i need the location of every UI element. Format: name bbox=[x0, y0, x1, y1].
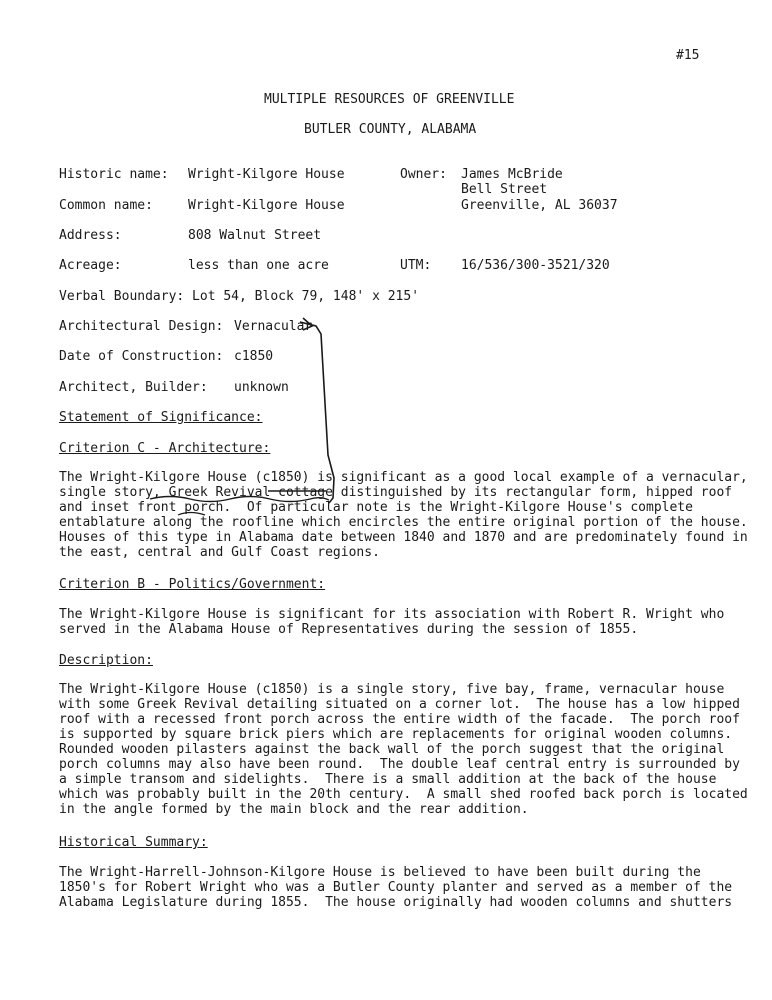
address-label: Address: bbox=[59, 228, 122, 243]
owner-city: Greenville, AL 36037 bbox=[461, 198, 618, 213]
criterion-c-heading: Criterion C - Architecture: bbox=[59, 441, 271, 456]
architect-value: unknown bbox=[234, 380, 289, 395]
description-heading: Description: bbox=[59, 653, 153, 668]
arch-design-value: Vernacular bbox=[234, 319, 313, 334]
text-line: Houses of this type in Alabama date between 1840 and 1870 and are predominately found in bbox=[59, 530, 748, 545]
text-line: the east, central and Gulf Coast regions. bbox=[59, 545, 380, 560]
verbal-boundary: Verbal Boundary: Lot 54, Block 79, 148' x 215' bbox=[59, 289, 420, 304]
historical-summary-paragraph bbox=[59, 865, 749, 910]
common-name-value: Wright-Kilgore House bbox=[188, 198, 345, 213]
text-line: and inset front porch. Of particular note is the Wright-Kilgore House's complete bbox=[59, 500, 693, 515]
owner-street: Bell Street bbox=[461, 182, 548, 197]
arch-design-label: Architectural Design: bbox=[59, 319, 224, 334]
text-line: Rounded wooden pilasters against the back wall of the porch suggest that the original bbox=[59, 742, 725, 757]
county-subtitle: BUTLER COUNTY, ALABAMA bbox=[304, 122, 477, 137]
historic-name-value: Wright-Kilgore House bbox=[188, 167, 345, 182]
text-line: served in the Alabama House of Representatives during the session of 1855. bbox=[59, 622, 639, 637]
common-name-label: Common name: bbox=[59, 198, 153, 213]
text-line: with some Greek Revival detailing situated on a corner lot. The house has a low hipped bbox=[59, 697, 740, 712]
text-line: a simple transom and sidelights. There is a small addition at the back of the house bbox=[59, 772, 717, 787]
criterion-b-paragraph bbox=[59, 607, 749, 637]
text-line: in the angle formed by the main block and the rear addition. bbox=[59, 802, 529, 817]
historical-summary-heading: Historical Summary: bbox=[59, 835, 208, 850]
text-line: is supported by square brick piers which are replacements for original wooden columns. bbox=[59, 727, 733, 742]
page-number: #15 bbox=[676, 48, 700, 63]
criterion-c-paragraph bbox=[59, 470, 749, 560]
text-line: entablature along the roofline which encircles the entire original portion of the house. bbox=[59, 515, 748, 530]
acreage-label: Acreage: bbox=[59, 258, 122, 273]
historic-name-label: Historic name: bbox=[59, 167, 169, 182]
criterion-b-heading: Criterion B - Politics/Government: bbox=[59, 577, 326, 592]
text-line: porch columns may also have been round. The double leaf central entry is surrounded by bbox=[59, 757, 740, 772]
text-line: The Wright-Kilgore House (c1850) is a single story, five bay, frame, vernacular house bbox=[59, 682, 725, 697]
text-line: which was probably built in the 20th century. A small shed roofed back porch is located bbox=[59, 787, 748, 802]
date-label: Date of Construction: bbox=[59, 349, 224, 364]
text-line: The Wright-Kilgore House is significant for its association with Robert R. Wright who bbox=[59, 607, 725, 622]
description-paragraph bbox=[59, 682, 749, 817]
acreage-value: less than one acre bbox=[188, 258, 329, 273]
address-value: 808 Walnut Street bbox=[188, 228, 322, 243]
text-line: The Wright-Harrell-Johnson-Kilgore House is believed to have been built during the bbox=[59, 865, 701, 880]
text-line: roof with a recessed front porch across the entire width of the facade. The porch roof bbox=[59, 712, 740, 727]
text-line: Alabama Legislature during 1855. The house originally had wooden columns and shutters bbox=[59, 895, 733, 910]
date-value: c1850 bbox=[234, 349, 274, 364]
owner-name: James McBride bbox=[461, 167, 563, 182]
document-title: MULTIPLE RESOURCES OF GREENVILLE bbox=[264, 92, 515, 107]
text-line: The Wright-Kilgore House (c1850) is significant as a good local example of a vernacular, bbox=[59, 470, 748, 485]
utm-label: UTM: bbox=[400, 258, 432, 273]
architect-label: Architect, Builder: bbox=[59, 380, 208, 395]
text-line: single story, Greek Revival cottage distinguished by its rectangular form, hipped roof bbox=[59, 485, 733, 500]
utm-value: 16/536/300-3521/320 bbox=[461, 258, 610, 273]
text-line: 1850's for Robert Wright who was a Butler County planter and served as a member of the bbox=[59, 880, 733, 895]
owner-label: Owner: bbox=[400, 167, 447, 182]
significance-heading: Statement of Significance: bbox=[59, 410, 263, 425]
